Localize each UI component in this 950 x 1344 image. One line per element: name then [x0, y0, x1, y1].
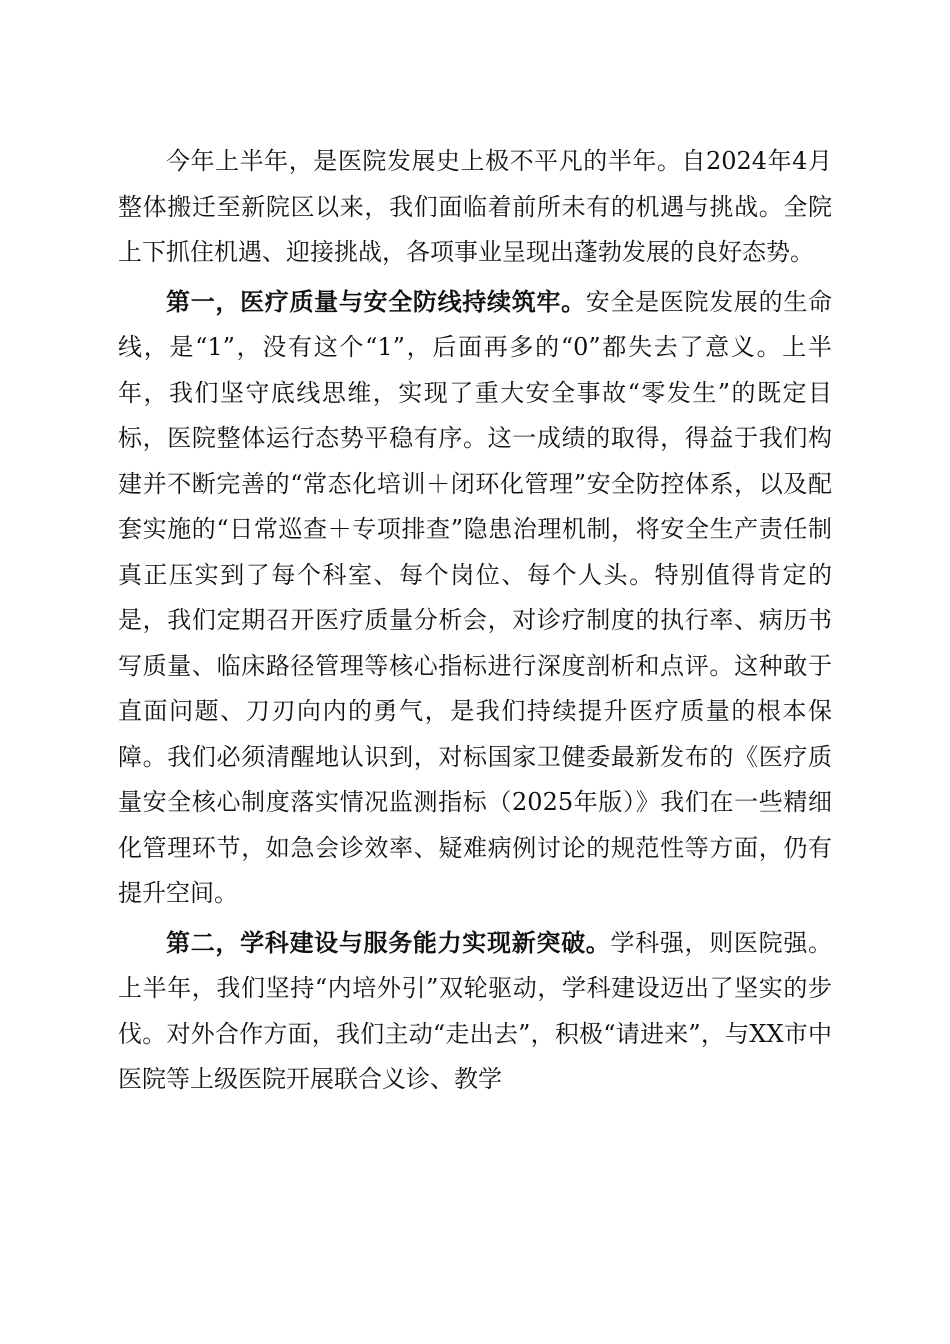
- intro-paragraph-text: 今年上半年，是医院发展史上极不平凡的半年。自2024年4月整体搬迁至新院区以来，我们面临着前所未有的机遇与挑战。全院上下抓住机遇、迎接挑战，各项事业呈现出蓬勃发展的良好态势。: [118, 147, 832, 266]
- section-two-heading: 第二，学科建设与服务能力实现新突破。: [166, 928, 611, 957]
- section-one-paragraph: [118, 280, 832, 917]
- intro-paragraph: [118, 139, 832, 276]
- section-two-paragraph: [118, 921, 832, 1103]
- section-one-text: 安全是医院发展的生命线，是“1”，没有这个“1”，后面再多的“0”都失去了意义。上半年，我们坚守底线思维，实现了重大安全事故“零发生”的既定目标，医院整体运行态势平稳有序。这一成绩的取得，得益于我们构建并不断完善的“常态化培训＋闭环化管理”安全防控体系，以及配套实施的“日常巡查＋专项排查”隐患治理机制，将安全生产责任制真正压实到了每个科室、每个岗位、每个人头。特别值得肯定的是，我们定期召开医疗质量分析会，对诊疗制度的执行率、病历书写质量、临床路径管理等核心指标进行深度剖析和点评。这种敢于直面问题、刀刃向内的勇气，是我们持续提升医疗质量的根本保障。我们必须清醒地认识到，对标国家卫健委最新发布的《医疗质量安全核心制度落实情况监测指标（2025年版）》我们在一些精细化管理环节，如急会诊效率、疑难病例讨论的规范性等方面，仍有提升空间。: [118, 287, 833, 907]
- document-body: [118, 139, 832, 1107]
- section-two-text: 学科强，则医院强。上半年，我们坚持“内培外引”双轮驱动，学科建设迈出了坚实的步伐。对外合作方面，我们主动“走出去”，积极“请进来”，与XX市中医院等上级医院开展联合义诊、教学: [118, 928, 833, 1093]
- section-one-heading: 第一，医疗质量与安全防线持续筑牢。: [166, 287, 586, 316]
